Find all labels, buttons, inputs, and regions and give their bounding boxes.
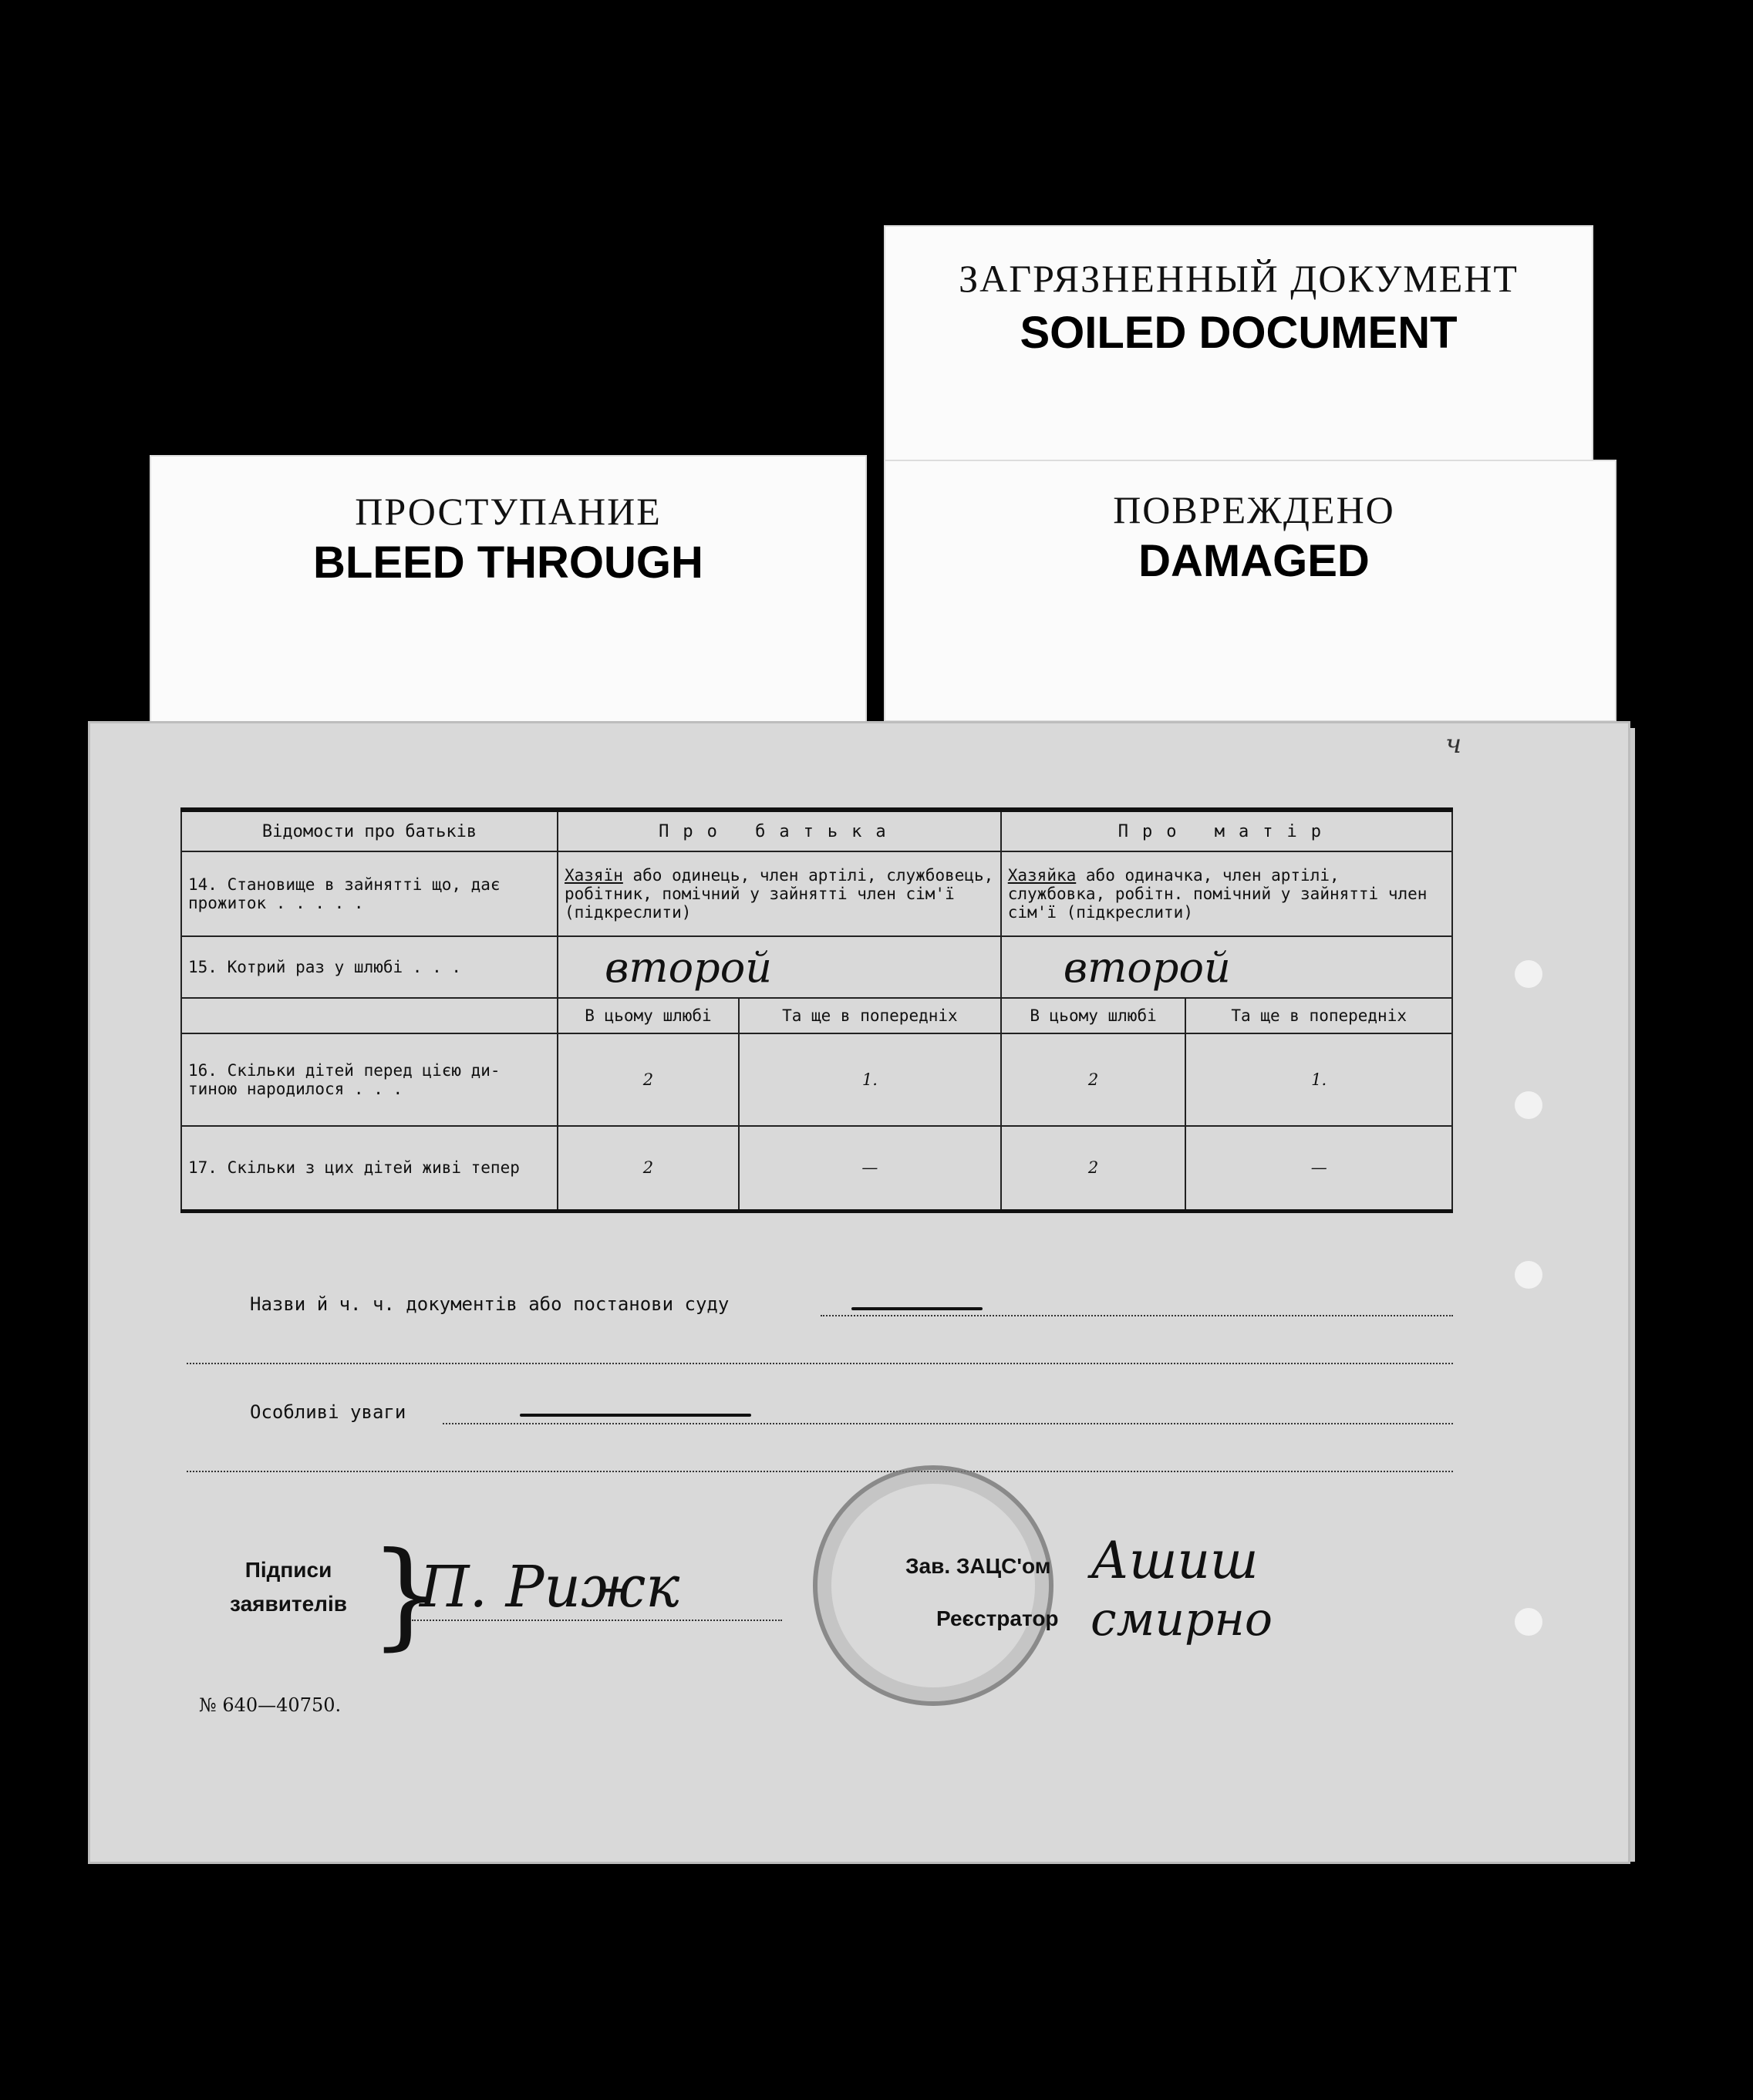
row17-label: 17. Скільки з цих дітей живі тепер <box>181 1126 558 1211</box>
row14-mother-underlined: Хазяйка <box>1007 866 1077 885</box>
row17-father-this: 2 <box>558 1126 739 1211</box>
header-father: Про батька <box>558 810 1001 851</box>
subheader-father-this: В цьому шлюбі <box>558 998 739 1033</box>
row15-father-value: второй <box>558 936 1001 998</box>
punch-hole <box>1515 1261 1542 1289</box>
bleed-card-ru: ПРОСТУПАНИЕ <box>355 490 662 533</box>
subheader-mother-this: В цьому шлюбі <box>1001 998 1186 1033</box>
row17-mother-prev: — <box>1185 1126 1452 1211</box>
bleed-card-en: BLEED THROUGH <box>313 538 703 588</box>
registrar-signature: смирно <box>1091 1593 1273 1647</box>
applicant-signature-line <box>412 1620 782 1621</box>
row-15 <box>181 936 1452 998</box>
soiled-document-card <box>884 225 1593 487</box>
row14-father-text: або одинець, член артілі, службовець, робітник, помічний у зайнятті член сім'ї (підкреслити) <box>565 866 994 922</box>
signatures-label <box>227 1558 350 1616</box>
row16-mother-this: 2 <box>1001 1033 1186 1126</box>
subheader-father-prev: Та ще в попередніх <box>739 998 1001 1033</box>
row14-label-line1: 14. Становище в зайнятті що, дає <box>188 875 501 894</box>
notes-label: Особливі уваги <box>250 1401 406 1423</box>
punch-hole <box>1515 1091 1542 1119</box>
row14-label <box>181 851 558 936</box>
row17-father-prev: — <box>739 1126 1001 1211</box>
applicant-signature: П. Рижк <box>420 1554 680 1620</box>
row-14 <box>181 851 1452 936</box>
row16-mother-prev: 1. <box>1185 1033 1452 1126</box>
subheader-mother-prev: Та ще в попередніх <box>1185 998 1452 1033</box>
row14-father-underlined: Хазяїн <box>565 866 623 885</box>
signatures-label-line1: Підписи <box>244 1558 332 1582</box>
row15-mother-value: второй <box>1001 936 1452 998</box>
signature-brace: } <box>369 1528 443 1662</box>
soiled-card-en: SOILED DOCUMENT <box>1020 308 1458 358</box>
form-number: № 640—40750. <box>199 1694 342 1716</box>
head-signature: Ашиш <box>1091 1531 1259 1590</box>
row16-label-line2: тиною народилося . . . <box>188 1080 403 1098</box>
row16-label-line1: 16. Скільки дітей перед цією ди- <box>188 1061 501 1080</box>
row-17 <box>181 1126 1452 1211</box>
table-header-row <box>181 810 1452 851</box>
documents-dotline <box>821 1315 1453 1316</box>
documents-label: Назви й ч. ч. документів або постанови суду <box>250 1293 730 1315</box>
row14-mother <box>1001 851 1452 936</box>
damaged-card-ru: ПОВРЕЖДЕНО <box>1113 488 1395 531</box>
row17-mother-this: 2 <box>1001 1126 1186 1211</box>
row14-mother-text: або одиначка, член артілі, службовка, робітн. помічний у зайнятті член сім'ї (підкреслити) <box>1007 866 1428 922</box>
document-sheet <box>88 721 1630 1864</box>
row16-father-this: 2 <box>558 1033 739 1126</box>
punch-hole <box>1515 1608 1542 1636</box>
row15-label: 15. Котрий раз у шлюбі . . . <box>181 936 558 998</box>
soiled-card-ru: ЗАГРЯЗНЕННЫЙ ДОКУМЕНТ <box>959 257 1519 300</box>
notes-dotline-2 <box>187 1471 1453 1472</box>
row16-label <box>181 1033 558 1126</box>
documents-dotline-2 <box>187 1363 1453 1364</box>
row14-label-line2: прожиток . . . . . <box>188 894 364 912</box>
damaged-card <box>884 460 1616 722</box>
header-mother: Про матір <box>1001 810 1452 851</box>
notes-dash <box>520 1414 751 1417</box>
damaged-card-en: DAMAGED <box>1138 536 1370 586</box>
bleed-through-card <box>150 455 867 725</box>
official-stamp <box>813 1465 1053 1706</box>
notes-dotline <box>443 1423 1453 1424</box>
registrar-label: Реєстратор <box>936 1606 1059 1630</box>
row-16 <box>181 1033 1452 1126</box>
row14-father <box>558 851 1001 936</box>
parents-info-table <box>180 807 1453 1213</box>
corner-mark: ч <box>1445 729 1462 760</box>
subheader-row <box>181 998 1452 1033</box>
punch-hole <box>1515 960 1542 988</box>
header-parents-info: Відомости про батьків <box>181 810 558 851</box>
head-label: Зав. ЗАЦС'ом <box>905 1554 1051 1578</box>
documents-dash <box>851 1307 983 1310</box>
subheader-empty <box>181 998 558 1033</box>
row16-father-prev: 1. <box>739 1033 1001 1126</box>
signatures-label-line2: заявителів <box>230 1592 347 1616</box>
